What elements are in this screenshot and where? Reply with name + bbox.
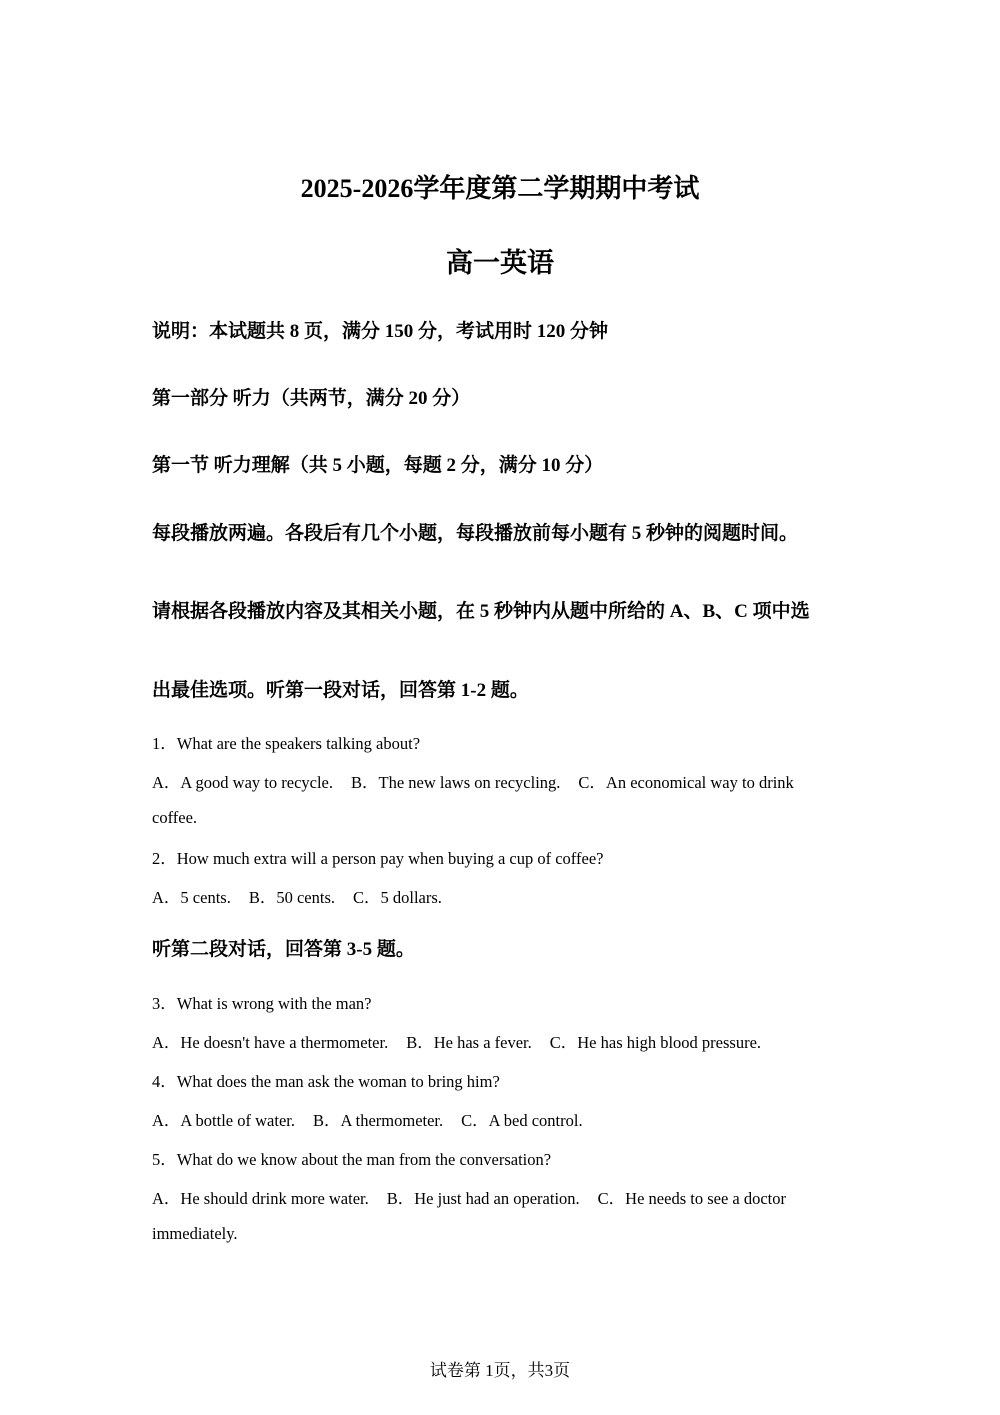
listening-instruction: 每段播放两遍。各段后有几个小题，每段播放前每小题有 5 秒钟的阅题时间。 bbox=[152, 523, 799, 544]
question-3-option-a: A．He doesn't have a thermometer. bbox=[152, 1033, 389, 1052]
question-2-option-a: A．5 cents. bbox=[152, 888, 231, 907]
question-2-option-c: C．5 dollars. bbox=[353, 888, 442, 907]
question-5-option-c: C．He needs to see a doctor bbox=[597, 1189, 786, 1208]
answer-instruction-line-2: 出最佳选项。听第一段对话，回答第 1-2 题。 bbox=[152, 680, 529, 701]
question-1-option-c: C．An economical way to drink bbox=[578, 773, 794, 792]
exam-subject: 高一英语 bbox=[446, 248, 554, 278]
question-1-option-c-continued: coffee. bbox=[152, 808, 198, 827]
question-4-stem: 4．What does the man ask the woman to bring him? bbox=[152, 1072, 500, 1091]
exam-title: 2025-2026学年度第二学期期中考试 bbox=[300, 174, 700, 203]
question-3-option-b: B．He has a fever. bbox=[406, 1033, 532, 1052]
question-4-options bbox=[152, 1107, 583, 1131]
dialog-two-heading: 听第二段对话，回答第 3-5 题。 bbox=[152, 939, 415, 960]
question-1-options bbox=[152, 769, 794, 793]
question-2-option-b: B．50 cents. bbox=[248, 888, 335, 907]
page-footer: 试卷第 1页，共3页 bbox=[429, 1361, 571, 1380]
question-5-stem: 5．What do we know about the man from the conversation? bbox=[152, 1150, 552, 1169]
question-1-stem: 1．What are the speakers talking about? bbox=[152, 734, 421, 753]
question-4-option-c: C．A bed control. bbox=[461, 1111, 583, 1130]
question-2-stem: 2．How much extra will a person pay when buying a cup of coffee? bbox=[152, 849, 604, 868]
answer-instruction-line-1: 请根据各段播放内容及其相关小题，在 5 秒钟内从题中所给的 A、B、C 项中选 bbox=[152, 601, 810, 622]
question-5-option-c-continued: immediately. bbox=[152, 1224, 238, 1243]
question-5-options bbox=[152, 1185, 786, 1209]
part-one-heading: 第一部分 听力（共两节，满分 20 分） bbox=[152, 388, 471, 409]
question-1-option-b: B．The new laws on recycling. bbox=[351, 773, 561, 792]
question-3-option-c: C．He has high blood pressure. bbox=[549, 1033, 762, 1052]
question-4-option-b: B．A thermometer. bbox=[312, 1111, 444, 1130]
question-2-options bbox=[152, 884, 442, 908]
question-5-option-b: B．He just had an operation. bbox=[386, 1189, 580, 1208]
question-4-option-a: A．A bottle of water. bbox=[152, 1111, 295, 1130]
question-1-option-a: A．A good way to recycle. bbox=[152, 773, 333, 792]
question-5-option-a: A．He should drink more water. bbox=[152, 1189, 369, 1208]
exam-note: 说明：本试题共 8 页，满分 150 分，考试用时 120 分钟 bbox=[152, 321, 609, 342]
section-one-heading: 第一节 听力理解（共 5 小题，每题 2 分，满分 10 分） bbox=[152, 455, 604, 476]
question-3-options bbox=[152, 1029, 761, 1053]
question-3-stem: 3．What is wrong with the man? bbox=[152, 994, 372, 1013]
